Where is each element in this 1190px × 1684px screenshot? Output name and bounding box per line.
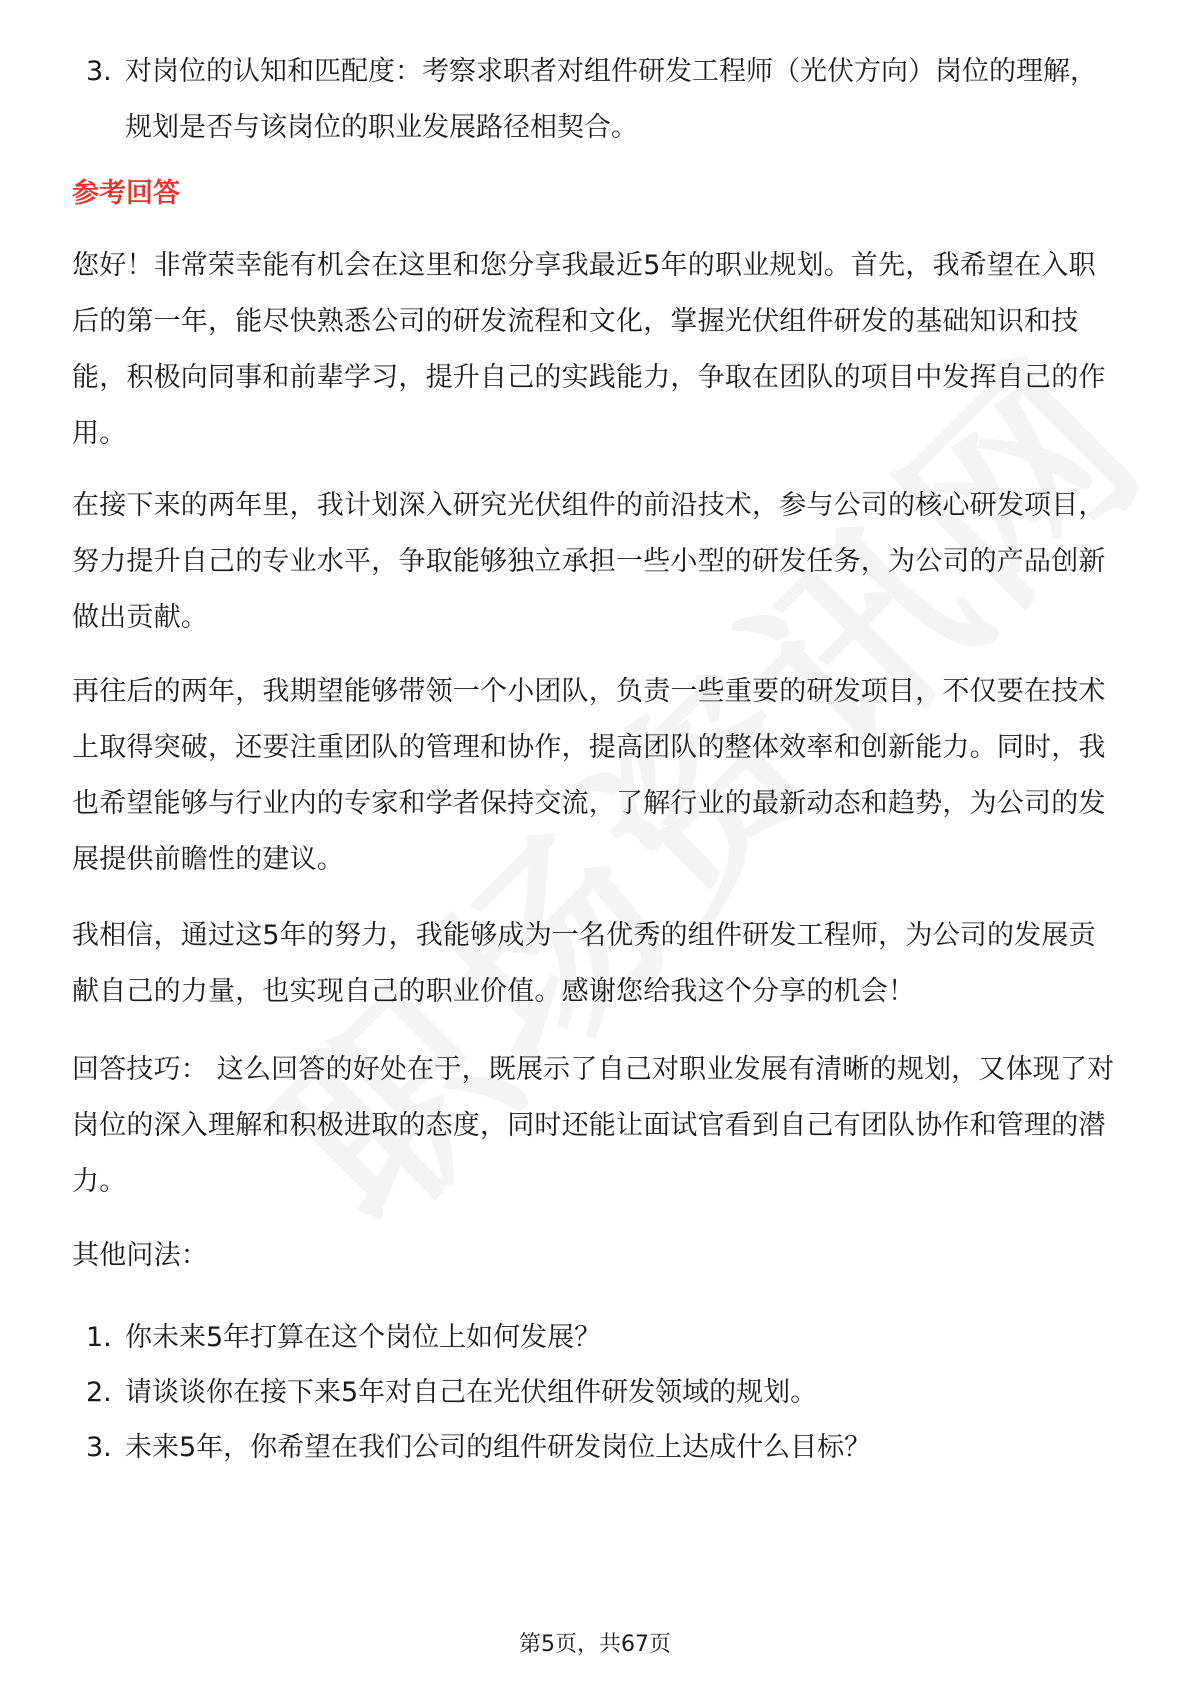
list-text: 你未来5年打算在这个岗位上如何发展？ xyxy=(125,1322,602,1353)
answer-heading: 参考回答 xyxy=(72,178,180,209)
paragraph-3: 再往后的两年，我期望能够带领一个小团队，负责一些重要的研发项目，不仅要在技术上取得突破，还要注重团队的管理和协作，提高团队的整体效率和创新能力。同时，我也希望能够与行业内的专家和学者保持交流，了解行业的最新动态和趋势，为公司的发展提供前瞻性的建议。 xyxy=(72,676,1106,875)
list-number: 3. xyxy=(86,1432,112,1463)
paragraph-2: 在接下来的两年里，我计划深入研究光伏组件的前沿技术，参与公司的核心研发项目，努力提升自己的专业水平，争取能够独立承担一些小型的研发任务，为公司的产品创新做出贡献。 xyxy=(72,490,1106,633)
paragraph-4: 我相信，通过这5年的努力，我能够成为一名优秀的组件研发工程师，为公司的发展贡献自己的力量，也实现自己的职业价值。感谢您给我这个分享的机会！ xyxy=(72,920,1096,1007)
list-text: 未来5年，你希望在我们公司的组件研发岗位上达成什么目标？ xyxy=(125,1432,872,1463)
page-footer: 第5页，共67页 xyxy=(519,1632,671,1657)
paragraph-1: 您好！非常荣幸能有机会在这里和您分享我最近5年的职业规划。首先，我希望在入职后的第一年，能尽快熟悉公司的研发流程和文化，掌握光伏组件研发的基础知识和技能，积极向同事和前辈学习，提升自己的实践能力，争取在团队的项目中发挥自己的作用。 xyxy=(72,250,1106,449)
answer-tips: 回答技巧： 这么回答的好处在于，既展示了自己对职业发展有清晰的规划，又体现了对岗位的深入理解和积极进取的态度，同时还能让面试官看到自己有团队协作和管理的潜力。 xyxy=(72,1054,1115,1197)
list-number: 1. xyxy=(86,1322,112,1353)
other-questions-heading: 其他问法： xyxy=(72,1240,208,1271)
list-text: 请谈谈你在接下来5年对自己在光伏组件研发领域的规划。 xyxy=(125,1377,818,1408)
list-number: 2. xyxy=(86,1377,112,1408)
list-text: 对岗位的认知和匹配度：考察求职者对组件研发工程师（光伏方向）岗位的理解，规划是否与该岗位的职业发展路径相契合。 xyxy=(125,56,1097,143)
list-number: 3. xyxy=(86,56,112,87)
